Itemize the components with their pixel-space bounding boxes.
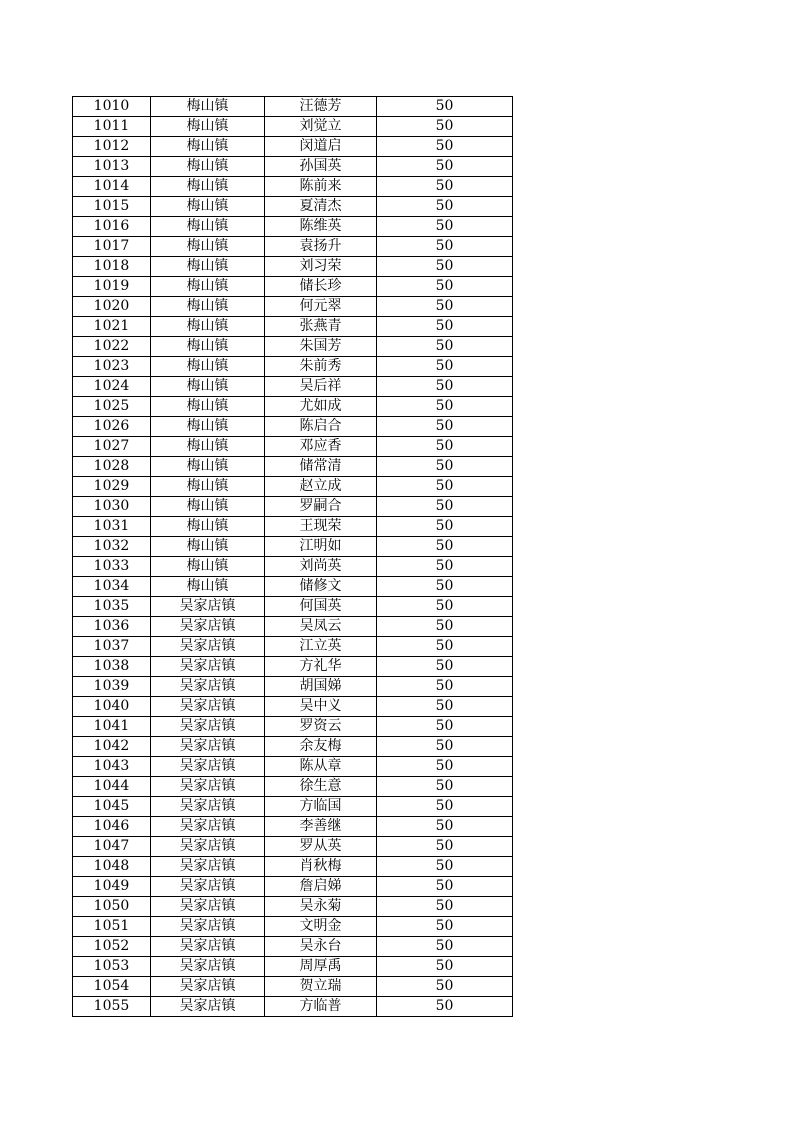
row-number-cell: 1046 xyxy=(73,817,151,837)
amount-cell: 50 xyxy=(377,777,513,797)
table-row xyxy=(73,577,513,597)
row-number-cell: 1047 xyxy=(73,837,151,857)
person-name-cell: 刘习荣 xyxy=(265,257,377,277)
row-number-cell: 1010 xyxy=(73,97,151,117)
person-name-cell: 何国英 xyxy=(265,597,377,617)
amount-cell: 50 xyxy=(377,97,513,117)
town-cell: 梅山镇 xyxy=(151,457,265,477)
amount-cell: 50 xyxy=(377,957,513,977)
row-number-cell: 1019 xyxy=(73,277,151,297)
person-name-cell: 储长珍 xyxy=(265,277,377,297)
row-number-cell: 1020 xyxy=(73,297,151,317)
town-cell: 吴家店镇 xyxy=(151,977,265,997)
row-number-cell: 1053 xyxy=(73,957,151,977)
table-row xyxy=(73,657,513,677)
table-row xyxy=(73,317,513,337)
amount-cell: 50 xyxy=(377,137,513,157)
row-number-cell: 1049 xyxy=(73,877,151,897)
town-cell: 吴家店镇 xyxy=(151,677,265,697)
amount-cell: 50 xyxy=(377,757,513,777)
amount-cell: 50 xyxy=(377,857,513,877)
amount-cell: 50 xyxy=(377,417,513,437)
town-cell: 梅山镇 xyxy=(151,477,265,497)
amount-cell: 50 xyxy=(377,677,513,697)
table-row xyxy=(73,637,513,657)
table-row xyxy=(73,517,513,537)
person-name-cell: 文明金 xyxy=(265,917,377,937)
row-number-cell: 1024 xyxy=(73,377,151,397)
table-row xyxy=(73,757,513,777)
table-row xyxy=(73,697,513,717)
town-cell: 梅山镇 xyxy=(151,497,265,517)
row-number-cell: 1050 xyxy=(73,897,151,917)
amount-cell: 50 xyxy=(377,717,513,737)
person-name-cell: 方临普 xyxy=(265,997,377,1017)
row-number-cell: 1023 xyxy=(73,357,151,377)
row-number-cell: 1033 xyxy=(73,557,151,577)
amount-cell: 50 xyxy=(377,277,513,297)
amount-cell: 50 xyxy=(377,557,513,577)
amount-cell: 50 xyxy=(377,237,513,257)
town-cell: 梅山镇 xyxy=(151,197,265,217)
amount-cell: 50 xyxy=(377,997,513,1017)
amount-cell: 50 xyxy=(377,397,513,417)
row-number-cell: 1044 xyxy=(73,777,151,797)
amount-cell: 50 xyxy=(377,477,513,497)
table-row xyxy=(73,977,513,997)
amount-cell: 50 xyxy=(377,177,513,197)
table-row xyxy=(73,357,513,377)
table-row xyxy=(73,897,513,917)
amount-cell: 50 xyxy=(377,797,513,817)
row-number-cell: 1048 xyxy=(73,857,151,877)
person-name-cell: 陈从章 xyxy=(265,757,377,777)
person-name-cell: 尤如成 xyxy=(265,397,377,417)
person-name-cell: 陈启合 xyxy=(265,417,377,437)
row-number-cell: 1042 xyxy=(73,737,151,757)
amount-cell: 50 xyxy=(377,157,513,177)
town-cell: 吴家店镇 xyxy=(151,657,265,677)
amount-cell: 50 xyxy=(377,437,513,457)
amount-cell: 50 xyxy=(377,537,513,557)
table-row xyxy=(73,477,513,497)
row-number-cell: 1030 xyxy=(73,497,151,517)
person-name-cell: 储常清 xyxy=(265,457,377,477)
table-row xyxy=(73,197,513,217)
town-cell: 梅山镇 xyxy=(151,417,265,437)
person-name-cell: 陈前来 xyxy=(265,177,377,197)
person-name-cell: 贺立瑞 xyxy=(265,977,377,997)
person-name-cell: 吴永台 xyxy=(265,937,377,957)
row-number-cell: 1021 xyxy=(73,317,151,337)
town-cell: 吴家店镇 xyxy=(151,857,265,877)
amount-cell: 50 xyxy=(377,217,513,237)
person-name-cell: 詹启娣 xyxy=(265,877,377,897)
person-name-cell: 袁扬升 xyxy=(265,237,377,257)
row-number-cell: 1035 xyxy=(73,597,151,617)
row-number-cell: 1036 xyxy=(73,617,151,637)
table-row xyxy=(73,217,513,237)
amount-cell: 50 xyxy=(377,737,513,757)
table-row xyxy=(73,937,513,957)
row-number-cell: 1028 xyxy=(73,457,151,477)
row-number-cell: 1034 xyxy=(73,577,151,597)
amount-cell: 50 xyxy=(377,937,513,957)
town-cell: 吴家店镇 xyxy=(151,877,265,897)
town-cell: 吴家店镇 xyxy=(151,757,265,777)
amount-cell: 50 xyxy=(377,197,513,217)
row-number-cell: 1054 xyxy=(73,977,151,997)
row-number-cell: 1027 xyxy=(73,437,151,457)
table-row xyxy=(73,397,513,417)
town-cell: 梅山镇 xyxy=(151,557,265,577)
row-number-cell: 1026 xyxy=(73,417,151,437)
town-cell: 梅山镇 xyxy=(151,297,265,317)
person-name-cell: 罗从英 xyxy=(265,837,377,857)
table-row xyxy=(73,137,513,157)
row-number-cell: 1051 xyxy=(73,917,151,937)
row-number-cell: 1016 xyxy=(73,217,151,237)
person-name-cell: 刘觉立 xyxy=(265,117,377,137)
table-row xyxy=(73,837,513,857)
town-cell: 梅山镇 xyxy=(151,577,265,597)
table-row xyxy=(73,857,513,877)
person-name-cell: 徐生意 xyxy=(265,777,377,797)
amount-cell: 50 xyxy=(377,877,513,897)
town-cell: 吴家店镇 xyxy=(151,797,265,817)
amount-cell: 50 xyxy=(377,117,513,137)
amount-cell: 50 xyxy=(377,257,513,277)
town-cell: 梅山镇 xyxy=(151,217,265,237)
person-name-cell: 吴凤云 xyxy=(265,617,377,637)
town-cell: 梅山镇 xyxy=(151,117,265,137)
row-number-cell: 1013 xyxy=(73,157,151,177)
table-row xyxy=(73,337,513,357)
town-cell: 梅山镇 xyxy=(151,537,265,557)
table-row xyxy=(73,537,513,557)
person-name-cell: 王现荣 xyxy=(265,517,377,537)
amount-cell: 50 xyxy=(377,317,513,337)
row-number-cell: 1055 xyxy=(73,997,151,1017)
town-cell: 吴家店镇 xyxy=(151,937,265,957)
row-number-cell: 1029 xyxy=(73,477,151,497)
table-row xyxy=(73,277,513,297)
table-row xyxy=(73,797,513,817)
amount-cell: 50 xyxy=(377,977,513,997)
row-number-cell: 1043 xyxy=(73,757,151,777)
town-cell: 梅山镇 xyxy=(151,237,265,257)
person-name-cell: 夏清杰 xyxy=(265,197,377,217)
table-row xyxy=(73,877,513,897)
amount-cell: 50 xyxy=(377,637,513,657)
table-row xyxy=(73,257,513,277)
row-number-cell: 1032 xyxy=(73,537,151,557)
table-row xyxy=(73,497,513,517)
person-name-cell: 胡国娣 xyxy=(265,677,377,697)
amount-cell: 50 xyxy=(377,337,513,357)
person-name-cell: 吴后祥 xyxy=(265,377,377,397)
town-cell: 梅山镇 xyxy=(151,397,265,417)
town-cell: 梅山镇 xyxy=(151,437,265,457)
table-row xyxy=(73,97,513,117)
amount-cell: 50 xyxy=(377,297,513,317)
town-cell: 吴家店镇 xyxy=(151,897,265,917)
person-name-cell: 吴中义 xyxy=(265,697,377,717)
row-number-cell: 1012 xyxy=(73,137,151,157)
amount-cell: 50 xyxy=(377,897,513,917)
town-cell: 梅山镇 xyxy=(151,177,265,197)
town-cell: 吴家店镇 xyxy=(151,997,265,1017)
amount-cell: 50 xyxy=(377,517,513,537)
table-row xyxy=(73,677,513,697)
person-name-cell: 余友梅 xyxy=(265,737,377,757)
person-name-cell: 陈维英 xyxy=(265,217,377,237)
amount-cell: 50 xyxy=(377,577,513,597)
row-number-cell: 1031 xyxy=(73,517,151,537)
table-row xyxy=(73,437,513,457)
person-name-cell: 闵道启 xyxy=(265,137,377,157)
table-row xyxy=(73,177,513,197)
data-table xyxy=(72,96,513,1017)
amount-cell: 50 xyxy=(377,817,513,837)
person-name-cell: 江立英 xyxy=(265,637,377,657)
row-number-cell: 1045 xyxy=(73,797,151,817)
table-row xyxy=(73,997,513,1017)
town-cell: 梅山镇 xyxy=(151,157,265,177)
person-name-cell: 刘尚英 xyxy=(265,557,377,577)
town-cell: 吴家店镇 xyxy=(151,737,265,757)
table-row xyxy=(73,777,513,797)
row-number-cell: 1018 xyxy=(73,257,151,277)
table-row xyxy=(73,117,513,137)
table-row xyxy=(73,457,513,477)
table-row xyxy=(73,557,513,577)
amount-cell: 50 xyxy=(377,917,513,937)
person-name-cell: 汪德芳 xyxy=(265,97,377,117)
town-cell: 梅山镇 xyxy=(151,137,265,157)
table-row xyxy=(73,157,513,177)
row-number-cell: 1014 xyxy=(73,177,151,197)
person-name-cell: 何元翠 xyxy=(265,297,377,317)
amount-cell: 50 xyxy=(377,497,513,517)
person-name-cell: 储修文 xyxy=(265,577,377,597)
amount-cell: 50 xyxy=(377,357,513,377)
town-cell: 梅山镇 xyxy=(151,317,265,337)
person-name-cell: 孙国英 xyxy=(265,157,377,177)
person-name-cell: 张燕青 xyxy=(265,317,377,337)
town-cell: 梅山镇 xyxy=(151,337,265,357)
table-row xyxy=(73,817,513,837)
town-cell: 吴家店镇 xyxy=(151,817,265,837)
table-row xyxy=(73,377,513,397)
amount-cell: 50 xyxy=(377,597,513,617)
table-row xyxy=(73,717,513,737)
town-cell: 吴家店镇 xyxy=(151,837,265,857)
row-number-cell: 1011 xyxy=(73,117,151,137)
town-cell: 吴家店镇 xyxy=(151,717,265,737)
row-number-cell: 1039 xyxy=(73,677,151,697)
amount-cell: 50 xyxy=(377,657,513,677)
person-name-cell: 邓应香 xyxy=(265,437,377,457)
town-cell: 吴家店镇 xyxy=(151,617,265,637)
table-row xyxy=(73,297,513,317)
amount-cell: 50 xyxy=(377,377,513,397)
person-name-cell: 朱前秀 xyxy=(265,357,377,377)
table-row xyxy=(73,417,513,437)
town-cell: 吴家店镇 xyxy=(151,697,265,717)
town-cell: 吴家店镇 xyxy=(151,957,265,977)
town-cell: 梅山镇 xyxy=(151,97,265,117)
table-row xyxy=(73,597,513,617)
person-name-cell: 肖秋梅 xyxy=(265,857,377,877)
town-cell: 梅山镇 xyxy=(151,377,265,397)
row-number-cell: 1015 xyxy=(73,197,151,217)
town-cell: 梅山镇 xyxy=(151,357,265,377)
person-name-cell: 罗嗣合 xyxy=(265,497,377,517)
town-cell: 梅山镇 xyxy=(151,277,265,297)
table-body xyxy=(73,97,513,1017)
person-name-cell: 李善继 xyxy=(265,817,377,837)
table-row xyxy=(73,617,513,637)
row-number-cell: 1025 xyxy=(73,397,151,417)
row-number-cell: 1022 xyxy=(73,337,151,357)
person-name-cell: 赵立成 xyxy=(265,477,377,497)
person-name-cell: 罗资云 xyxy=(265,717,377,737)
row-number-cell: 1041 xyxy=(73,717,151,737)
amount-cell: 50 xyxy=(377,837,513,857)
row-number-cell: 1040 xyxy=(73,697,151,717)
person-name-cell: 吴永菊 xyxy=(265,897,377,917)
table-row xyxy=(73,737,513,757)
amount-cell: 50 xyxy=(377,617,513,637)
row-number-cell: 1017 xyxy=(73,237,151,257)
town-cell: 梅山镇 xyxy=(151,257,265,277)
person-name-cell: 方临国 xyxy=(265,797,377,817)
row-number-cell: 1052 xyxy=(73,937,151,957)
town-cell: 吴家店镇 xyxy=(151,917,265,937)
person-name-cell: 方礼华 xyxy=(265,657,377,677)
table-row xyxy=(73,237,513,257)
amount-cell: 50 xyxy=(377,457,513,477)
row-number-cell: 1038 xyxy=(73,657,151,677)
person-name-cell: 周厚禹 xyxy=(265,957,377,977)
town-cell: 吴家店镇 xyxy=(151,637,265,657)
table-row xyxy=(73,957,513,977)
town-cell: 吴家店镇 xyxy=(151,597,265,617)
row-number-cell: 1037 xyxy=(73,637,151,657)
table-row xyxy=(73,917,513,937)
amount-cell: 50 xyxy=(377,697,513,717)
person-name-cell: 朱国芳 xyxy=(265,337,377,357)
person-name-cell: 江明如 xyxy=(265,537,377,557)
town-cell: 吴家店镇 xyxy=(151,777,265,797)
town-cell: 梅山镇 xyxy=(151,517,265,537)
